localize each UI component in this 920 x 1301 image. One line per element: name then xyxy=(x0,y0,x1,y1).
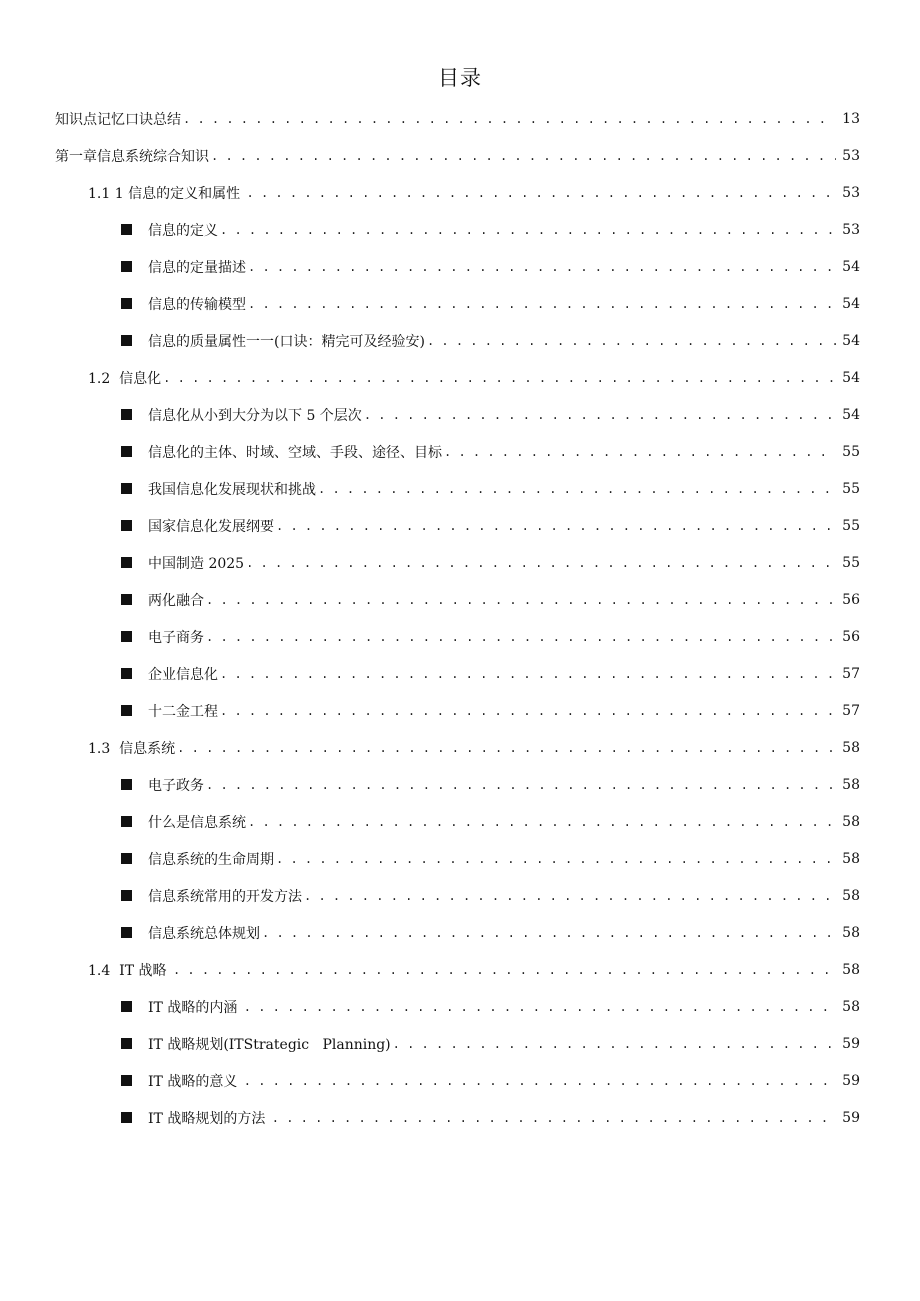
dot-leader xyxy=(220,704,836,718)
toc-entry-label: 中国制造 2025 xyxy=(148,555,245,572)
dot-leader xyxy=(246,556,836,570)
square-bullet-icon xyxy=(121,1001,132,1012)
toc-entry-page: 58 xyxy=(842,961,860,978)
toc-entry-page: 58 xyxy=(842,850,860,867)
toc-title: 目录 xyxy=(438,66,482,90)
toc-entry-label: 两化融合 xyxy=(148,592,204,609)
square-bullet-icon xyxy=(121,409,132,420)
toc-entry-label: 信息系统总体规划 xyxy=(148,925,260,942)
toc-entry[interactable] xyxy=(0,729,920,766)
dot-leader xyxy=(444,445,836,459)
toc-entry[interactable] xyxy=(0,137,920,174)
dot-leader xyxy=(276,519,836,533)
toc-entry[interactable] xyxy=(0,396,920,433)
toc-entry-page: 58 xyxy=(842,776,860,793)
dot-leader xyxy=(427,334,836,348)
square-bullet-icon xyxy=(121,224,132,235)
dot-leader xyxy=(248,815,836,829)
toc-entry-page: 55 xyxy=(842,443,860,460)
toc-entry[interactable] xyxy=(0,507,920,544)
toc-entry[interactable] xyxy=(0,988,920,1025)
toc-entry[interactable] xyxy=(0,914,920,951)
dot-leader xyxy=(183,112,836,126)
toc-entry-page: 54 xyxy=(842,295,860,312)
toc-entry[interactable] xyxy=(0,433,920,470)
toc-entry-page: 53 xyxy=(842,147,860,164)
toc-entry-page: 53 xyxy=(842,184,860,201)
toc-entry-label: 什么是信息系统 xyxy=(148,814,246,831)
toc-entry[interactable] xyxy=(0,951,920,988)
toc-entry-label: 1.2 信息化 xyxy=(88,370,162,387)
dot-leader xyxy=(304,889,836,903)
dot-leader xyxy=(318,482,836,496)
toc-entry-label: IT 战略规划的方法 xyxy=(148,1110,270,1127)
dot-leader xyxy=(244,1074,836,1088)
toc-entry[interactable] xyxy=(0,211,920,248)
dot-leader xyxy=(173,963,836,977)
dot-leader xyxy=(262,926,836,940)
toc-entry[interactable] xyxy=(0,359,920,396)
toc-entry[interactable] xyxy=(0,1099,920,1136)
square-bullet-icon xyxy=(121,298,132,309)
dot-leader xyxy=(177,741,836,755)
toc-entry-page: 13 xyxy=(842,110,860,127)
toc-entry-label: 知识点记忆口诀总结 xyxy=(55,111,181,128)
table-of-contents xyxy=(0,100,920,1136)
toc-entry-label: 信息的定义 xyxy=(148,222,218,239)
square-bullet-icon xyxy=(121,446,132,457)
toc-entry[interactable] xyxy=(0,322,920,359)
toc-entry-label: 信息的定量描述 xyxy=(148,259,246,276)
square-bullet-icon xyxy=(121,853,132,864)
toc-entry-label: 信息化的主体、时域、空域、手段、途径、目标 xyxy=(148,444,442,461)
dot-leader xyxy=(206,778,836,792)
toc-entry[interactable] xyxy=(0,655,920,692)
toc-entry-page: 54 xyxy=(842,332,860,349)
square-bullet-icon xyxy=(121,890,132,901)
toc-entry-page: 55 xyxy=(842,480,860,497)
toc-entry[interactable] xyxy=(0,618,920,655)
toc-entry-page: 55 xyxy=(842,554,860,571)
toc-entry-label: IT 战略的意义 xyxy=(148,1073,242,1090)
toc-entry-label: 电子政务 xyxy=(148,777,204,794)
square-bullet-icon xyxy=(121,1075,132,1086)
toc-entry[interactable] xyxy=(0,100,920,137)
toc-entry-page: 58 xyxy=(842,739,860,756)
toc-entry[interactable] xyxy=(0,581,920,618)
toc-entry-label: 我国信息化发展现状和挑战 xyxy=(148,481,316,498)
toc-entry[interactable] xyxy=(0,285,920,322)
toc-entry-label: 信息化从小到大分为以下 5 个层次 xyxy=(148,407,362,424)
square-bullet-icon xyxy=(121,335,132,346)
toc-entry-label: 第一章信息系统综合知识 xyxy=(55,148,209,165)
toc-entry-page: 57 xyxy=(842,702,860,719)
dot-leader xyxy=(247,186,836,200)
toc-entry-page: 59 xyxy=(842,1035,860,1052)
dot-leader xyxy=(220,667,836,681)
toc-entry-label: 1.4 IT 战略 xyxy=(88,962,171,979)
toc-entry[interactable] xyxy=(0,470,920,507)
toc-entry-page: 55 xyxy=(842,517,860,534)
dot-leader xyxy=(244,1000,836,1014)
square-bullet-icon xyxy=(121,261,132,272)
toc-entry[interactable] xyxy=(0,174,920,211)
square-bullet-icon xyxy=(121,1038,132,1049)
toc-entry-label: IT 战略规划(ITStrategic Planning) xyxy=(148,1036,391,1053)
square-bullet-icon xyxy=(121,483,132,494)
toc-entry-label: 信息系统的生命周期 xyxy=(148,851,274,868)
toc-entry-page: 54 xyxy=(842,369,860,386)
toc-entry-label: 电子商务 xyxy=(148,629,204,646)
toc-entry-label: IT 战略的内涵 xyxy=(148,999,242,1016)
toc-entry-label: 十二金工程 xyxy=(148,703,218,720)
square-bullet-icon xyxy=(121,779,132,790)
square-bullet-icon xyxy=(121,557,132,568)
toc-entry-page: 58 xyxy=(842,813,860,830)
toc-entry-page: 58 xyxy=(842,887,860,904)
toc-entry-page: 59 xyxy=(842,1109,860,1126)
dot-leader xyxy=(211,149,836,163)
toc-entry-label: 企业信息化 xyxy=(148,666,218,683)
toc-entry[interactable] xyxy=(0,544,920,581)
toc-entry-label: 信息的质量属性一一(口诀：精完可及经验安) xyxy=(148,333,425,350)
toc-entry[interactable] xyxy=(0,803,920,840)
toc-entry-page: 58 xyxy=(842,998,860,1015)
toc-entry[interactable] xyxy=(0,1062,920,1099)
toc-entry[interactable] xyxy=(0,877,920,914)
square-bullet-icon xyxy=(121,631,132,642)
dot-leader xyxy=(248,297,836,311)
toc-entry-page: 56 xyxy=(842,628,860,645)
toc-entry-label: 1.3 信息系统 xyxy=(88,740,176,757)
toc-entry[interactable] xyxy=(0,840,920,877)
dot-leader xyxy=(248,260,836,274)
toc-entry-label: 信息系统常用的开发方法 xyxy=(148,888,302,905)
dot-leader xyxy=(206,593,836,607)
toc-entry[interactable] xyxy=(0,766,920,803)
square-bullet-icon xyxy=(121,927,132,938)
toc-entry-label: 1.1 1 信息的定义和属性 xyxy=(88,185,245,202)
toc-entry[interactable] xyxy=(0,692,920,729)
square-bullet-icon xyxy=(121,1112,132,1123)
square-bullet-icon xyxy=(121,816,132,827)
dot-leader xyxy=(206,630,836,644)
toc-entry-page: 54 xyxy=(842,258,860,275)
square-bullet-icon xyxy=(121,520,132,531)
square-bullet-icon xyxy=(121,668,132,679)
dot-leader xyxy=(393,1037,836,1051)
toc-entry-label: 国家信息化发展纲要 xyxy=(148,518,274,535)
dot-leader xyxy=(220,223,836,237)
toc-entry[interactable] xyxy=(0,1025,920,1062)
square-bullet-icon xyxy=(121,705,132,716)
toc-entry-label: 信息的传输模型 xyxy=(148,296,246,313)
toc-entry[interactable] xyxy=(0,248,920,285)
dot-leader xyxy=(364,408,836,422)
toc-entry-page: 58 xyxy=(842,924,860,941)
toc-entry-page: 59 xyxy=(842,1072,860,1089)
toc-entry-page: 56 xyxy=(842,591,860,608)
dot-leader xyxy=(163,371,836,385)
dot-leader xyxy=(272,1111,836,1125)
toc-entry-page: 57 xyxy=(842,665,860,682)
toc-entry-page: 54 xyxy=(842,406,860,423)
toc-entry-page: 53 xyxy=(842,221,860,238)
square-bullet-icon xyxy=(121,594,132,605)
dot-leader xyxy=(276,852,836,866)
